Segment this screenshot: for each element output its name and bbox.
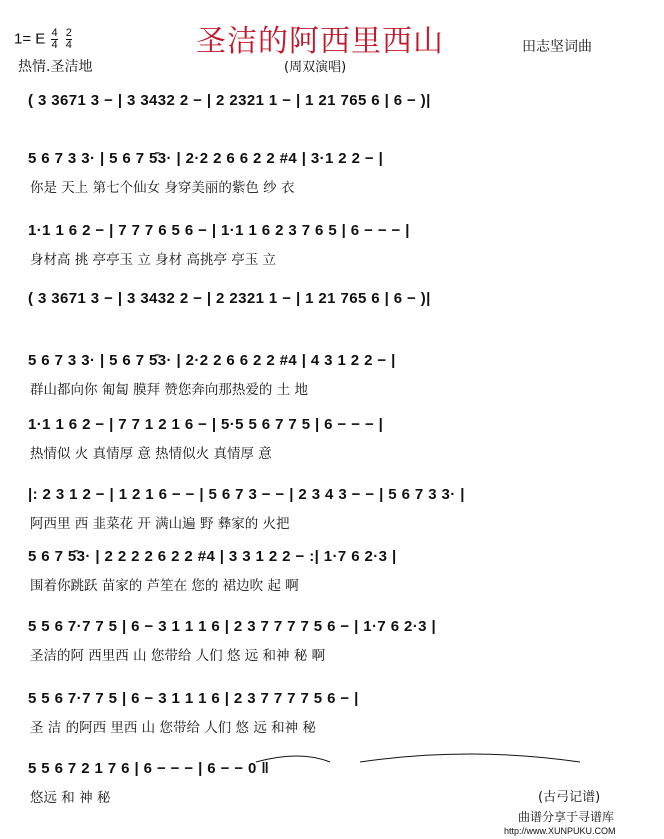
lyric-line: 悠远 和 神 秘 [30, 790, 111, 806]
notation-line: 5 5 6 7·7 7 5 | 6 − 3 1 1 1 6 | 2 3 7 7 7 7 5 6 − | [28, 690, 359, 707]
notation-line: 5 5 6 7 2 1 7 6 | 6 − − − | 6 − − 0 ‖ [28, 760, 270, 777]
lyric-line: 群山都向你 匍匐 膜拜 赞您奔向那热爱的 土 地 [30, 382, 308, 398]
key-prefix: 1= E [14, 30, 46, 48]
lyric-line: 热情似 火 真情厚 意 热情似火 真情厚 意 [30, 446, 272, 462]
notation-line: 5 6 7 3 3· | 5 6 7 5̄3· | 2·2 2 6 6 2 2 #4 | 4 3 1 2 2 − | [28, 352, 396, 369]
song-title: 圣洁的阿西里西山 [196, 24, 444, 59]
notation-line: 5 5 6 7·7 7 5 | 6 − 3 1 1 1 6 | 2 3 7 7 7 7 5 6 − | 1·7 6 2·3 | [28, 618, 437, 635]
notation-line: 5 6 7 3 3· | 5 6 7 5̄3· | 2·2 2 6 6 2 2 #4 | 3·1 2 2 − | [28, 150, 384, 167]
notation-line: 1·1 1 6 2 − | 7 7 1 2 1 6 − | 5·5 5 6 7 7 5 | 6 − − − | [28, 416, 384, 433]
time-signature-b: $\frac{2}{4}$ [65, 27, 72, 51]
footer-site-name: 曲谱分享于寻谱库 [518, 810, 615, 824]
notation-line: 1·1 1 6 2 − | 7 7 7 6 5 6 − | 1·1 1 6 2 3 7 6 5 | 6 − − − | [28, 222, 410, 239]
singer-credit: (周双演唱) [284, 60, 347, 75]
footer-url: http://www.XUNPUKU.COM [504, 826, 616, 836]
tie-arc [256, 756, 330, 762]
notation-line: 5 6 7 5̄3· | 2 2 2 2 6 2 2 #4 | 3 3 1 2 2 − :| 1·7 6 2·3 | [28, 548, 397, 565]
lyric-line: 圣洁的阿 西里西 山 您带给 人们 悠 远 和神 秘 啊 [30, 648, 326, 664]
lyric-line: 身材高 挑 亭亭玉 立 身材 高挑亭 亭玉 立 [30, 252, 277, 268]
time-signature-a: $\frac{4}{4}$ [51, 27, 58, 51]
tie-arc [360, 754, 580, 762]
notation-line: ( 3 3671 3 − | 3 3432 2 − | 2 2321 1 − | 1 21 765 6 | 6 − )| [28, 290, 431, 307]
notation-line: |: 2 3 1 2 − | 1 2 1 6 − − | 5 6 7 3 − − | 2 3 4 3 − − | 5 6 7 3 3· | [28, 486, 465, 503]
composer-credit: 田志坚词曲 [522, 39, 592, 55]
lyric-line: 阿西里 西 韭菜花 开 满山遍 野 彝家的 火把 [30, 516, 290, 532]
transcriber-stamp: (古弓记谱) [538, 790, 601, 805]
lyric-line: 你是 天上 第七个仙女 身穿美丽的紫色 纱 衣 [30, 180, 295, 196]
tempo-marking: 热情.圣洁地 [18, 59, 93, 75]
lyric-line: 圣 洁 的阿西 里西 山 您带给 人们 悠 远 和神 秘 [30, 720, 316, 736]
notation-line: ( 3 3671 3 − | 3 3432 2 − | 2 2321 1 − | 1 21 765 6 | 6 − )| [28, 92, 431, 109]
lyric-line: 围着你跳跃 苗家的 芦笙在 您的 裙边吹 起 啊 [30, 578, 299, 594]
